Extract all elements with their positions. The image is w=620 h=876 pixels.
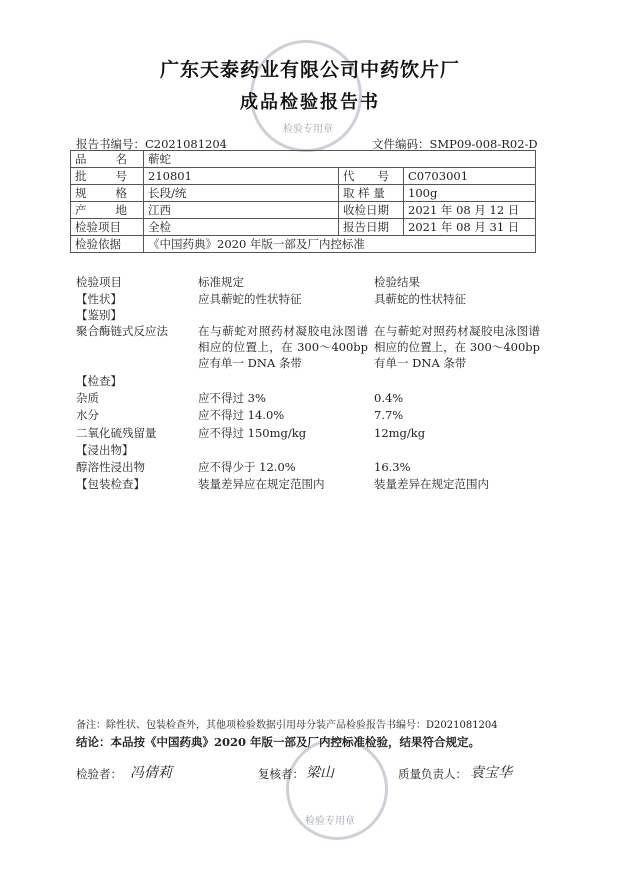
row-item: 【浸出物】 (76, 443, 134, 457)
product-info-table (70, 150, 536, 253)
row-standard: 应不得过 3% (198, 391, 266, 405)
code-value: C0703001 (404, 168, 536, 185)
column-result-header: 检验结果 (374, 275, 420, 289)
basis-label: 检验依据 (71, 236, 144, 253)
qa-label: 质量负责人： (398, 767, 467, 781)
reviewer-signature: 梁山 (306, 765, 334, 781)
inspection-stamp-bottom-text: 检验专用章 (305, 816, 355, 827)
spec-label: 规 格 (71, 185, 144, 202)
reviewer-label: 复核者： (258, 767, 304, 781)
batch-value: 210801 (144, 168, 339, 185)
name-label: 品 名 (71, 151, 144, 168)
row-result: 0.4% (374, 391, 404, 405)
inspection-stamp-top-text: 检验专用章 (283, 124, 333, 135)
conclusion: 结论：本品按《中国药典》2020 年版一部及厂内控标准检验，结果符合规定。 (76, 735, 481, 749)
row-item: 【包装检查】 (76, 477, 145, 491)
row-standard: 应不得过 150mg/kg (198, 426, 307, 440)
row-result: 在与蕲蛇对照药材凝胶电泳图谱相应的位置上，在 300～400bp 有单一 DNA 条带 (374, 324, 540, 370)
qa-signature: 袁宝华 (470, 765, 512, 781)
row-item: 【检查】 (76, 374, 122, 388)
row-standard: 应具蕲蛇的性状特征 (198, 292, 302, 306)
sample-label: 取 样 量 (339, 185, 404, 202)
batch-label: 批 号 (71, 168, 144, 185)
origin-label: 产 地 (71, 202, 144, 219)
column-standard-header: 标准规定 (198, 275, 244, 289)
name-value: 蕲蛇 (144, 151, 536, 168)
row-standard: 在与蕲蛇对照药材凝胶电泳图谱相应的位置上，在 300～400bp 应有单一 DNA 条带 (198, 324, 368, 370)
row-standard: 装量差异应在规定范围内 (198, 477, 325, 491)
row-result: 具蕲蛇的性状特征 (374, 292, 466, 306)
row-item: 醇溶性浸出物 (76, 460, 145, 474)
sample-value: 100g (404, 185, 536, 202)
inspector-signature: 冯倩莉 (130, 765, 172, 781)
code-label: 代 号 (339, 168, 404, 185)
row-result: 12mg/kg (374, 426, 426, 440)
row-standard: 应不得少于 12.0% (198, 460, 296, 474)
company-name: 广东天泰药业有限公司中药饮片厂 (159, 59, 460, 81)
row-item: 杂质 (76, 391, 99, 405)
test-type-value: 全检 (144, 219, 339, 236)
file-number: 文件编码：SMP09-008-R02-D (372, 137, 538, 151)
spec-value: 长段/统 (144, 185, 339, 202)
row-result: 装量差异在规定范围内 (374, 477, 489, 491)
row-item: 二氧化硫残留量 (76, 426, 157, 440)
row-item: 聚合酶链式反应法 (76, 324, 168, 338)
row-result: 16.3% (374, 460, 411, 474)
row-item: 水分 (76, 408, 99, 422)
document-title: 成品检验报告书 (240, 92, 380, 113)
receive-date-value: 2021 年 08 月 12 日 (404, 202, 536, 219)
origin-value: 江西 (144, 202, 339, 219)
row-standard: 应不得过 14.0% (198, 408, 285, 422)
remark: 备注：除性状、包装检查外，其他项检验数据引用母分装产品检验报告书编号：D2021081204 (76, 720, 498, 731)
basis-value: 《中国药典》2020 年版一部及厂内控标准 (144, 236, 536, 253)
row-item: 【性状】 (76, 292, 122, 306)
report-date-value: 2021 年 08 月 31 日 (404, 219, 536, 236)
row-result: 7.7% (374, 408, 404, 422)
report-number: 报告书编号：C2021081204 (76, 137, 227, 151)
inspector-label: 检验者： (76, 767, 122, 781)
test-type-label: 检验项目 (71, 219, 144, 236)
receive-date-label: 收检日期 (339, 202, 404, 219)
report-date-label: 报告日期 (339, 219, 404, 236)
row-item: 【鉴别】 (76, 308, 122, 322)
column-item-header: 检验项目 (76, 275, 122, 289)
